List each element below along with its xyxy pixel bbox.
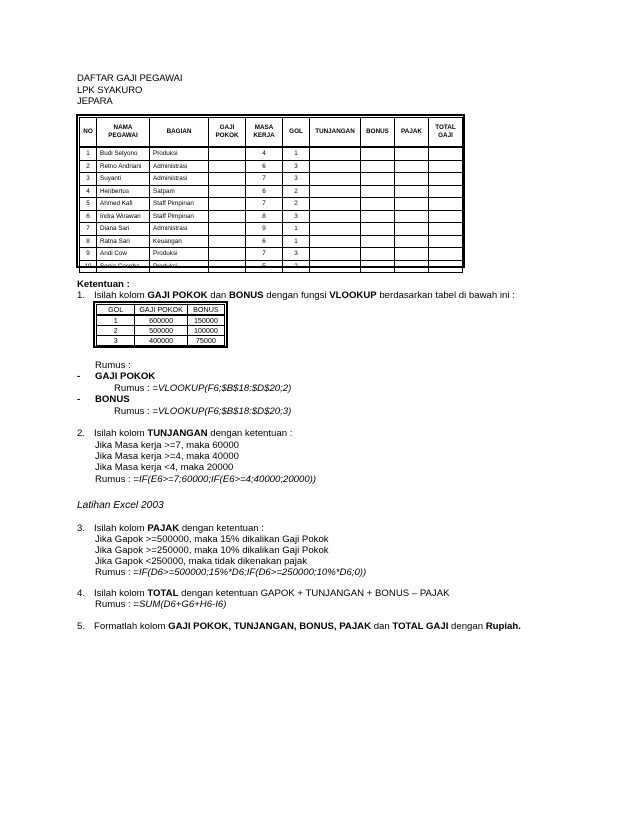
golongan-cell: 1: [283, 223, 310, 236]
bonus-cell: [361, 198, 395, 211]
total-gaji-cell: [429, 198, 463, 211]
gaji-pokok-cell: [209, 248, 246, 261]
department-cell: Staff Pimpinan: [150, 198, 209, 211]
lookup-row: [97, 336, 225, 346]
lookup-cell: 400000: [135, 336, 187, 346]
instruction-4-rumus: [95, 599, 226, 610]
employee-name-cell: Indra Wirawan: [97, 210, 150, 223]
department-cell: Produksi: [150, 248, 209, 261]
lookup-cell: 75000: [187, 336, 224, 346]
instruction-2-line: Jika Masa kerja >=4, maka 40000: [95, 451, 239, 462]
rumus-prefix: Rumus : =: [95, 474, 139, 485]
instruction-text: dan: [371, 621, 393, 632]
row-number-cell: 7: [80, 223, 97, 236]
bonus-rumus: [114, 406, 291, 417]
gaji-pokok-label: GAJI POKOK: [95, 371, 156, 382]
instruction-number: 2.: [77, 428, 86, 439]
bonus-cell: [361, 147, 395, 160]
department-cell: Staff Pimpinan: [150, 210, 209, 223]
bonus-cell: [361, 173, 395, 186]
department-cell: Administrasi: [150, 160, 209, 173]
golongan-cell: 3: [283, 210, 310, 223]
golongan-cell: 2: [283, 260, 310, 273]
pajak-cell: [395, 147, 429, 160]
instruction-text: dengan: [448, 621, 486, 632]
lookup-cell: 150000: [187, 315, 224, 326]
instruction-text: dengan ketentuan :: [179, 523, 264, 534]
keyword: TOTAL GAJI: [392, 621, 449, 632]
employee-salary-table: [76, 114, 465, 268]
bonus-cell: [361, 248, 395, 261]
keyword: VLOOKUP: [329, 290, 377, 301]
table-row: [80, 210, 463, 223]
header-title: DAFTAR GAJI PEGAWAI: [77, 73, 183, 84]
employee-name-cell: Andi Cow: [97, 248, 150, 261]
instruction-2-line: Jika Masa kerja >=7, maka 60000: [95, 440, 239, 451]
total-gaji-cell: [429, 223, 463, 236]
bonus-cell: [361, 260, 395, 273]
column-header: BONUS: [361, 118, 395, 148]
tunjangan-cell: [310, 147, 361, 160]
golongan-cell: 1: [283, 147, 310, 160]
pajak-cell: [395, 210, 429, 223]
gaji-pokok-cell: [209, 185, 246, 198]
golongan-cell: 3: [283, 248, 310, 261]
instruction-number: 1.: [77, 290, 86, 301]
keyword: TOTAL: [147, 588, 179, 599]
department-cell: Administrasi: [150, 173, 209, 186]
rumus-label: Rumus :: [95, 360, 131, 371]
table-row: [80, 173, 463, 186]
lookup-cell: 1: [97, 315, 135, 326]
instruction-3-line: Jika Gapok >=250000, maka 10% dikalikan Gaji Pokok: [95, 545, 329, 556]
instruction-1: [77, 290, 515, 301]
lookup-cell: 500000: [135, 326, 187, 336]
pajak-cell: [395, 248, 429, 261]
masa-kerja-cell: 6: [246, 160, 283, 173]
formula: SUM(D6+G6+H6-I6): [139, 599, 227, 610]
formula: IF(D6>=500000;15%*D6;IF(D6>=250000;10%*D6;0)): [139, 567, 367, 578]
row-number-cell: 3: [80, 173, 97, 186]
latihan-heading: Latihan Excel 2003: [77, 500, 164, 511]
formula: VLOOKUP(F6;$B$18:$D$20;3): [158, 406, 292, 417]
row-number-cell: 5: [80, 198, 97, 211]
bonus-cell: [361, 235, 395, 248]
masa-kerja-cell: 6: [246, 185, 283, 198]
formula: VLOOKUP(F6;$B$18:$D$20;2): [158, 383, 292, 394]
column-header: NAMA PEGAWAI: [97, 118, 150, 148]
table-row: [80, 260, 463, 273]
pajak-cell: [395, 160, 429, 173]
pajak-cell: [395, 198, 429, 211]
tunjangan-cell: [310, 235, 361, 248]
bonus-cell: [361, 210, 395, 223]
pajak-cell: [395, 260, 429, 273]
gaji-pokok-dash: -: [77, 371, 81, 382]
row-number-cell: 10: [80, 260, 97, 273]
employee-name-cell: Sonia Cocoba: [97, 260, 150, 273]
golongan-cell: 2: [283, 198, 310, 211]
column-header: GAJI POKOK: [209, 118, 246, 148]
lookup-column-header: GAJI POKOK: [135, 305, 187, 316]
instruction-number: 3.: [77, 523, 86, 534]
tunjangan-cell: [310, 185, 361, 198]
gaji-pokok-cell: [209, 147, 246, 160]
employee-name-cell: Heribertus: [97, 185, 150, 198]
masa-kerja-cell: 7: [246, 248, 283, 261]
instruction-2-rumus: [95, 474, 316, 485]
masa-kerja-cell: 6: [246, 235, 283, 248]
gaji-pokok-cell: [209, 173, 246, 186]
masa-kerja-cell: 5: [246, 260, 283, 273]
lookup-row: [97, 326, 225, 336]
masa-kerja-cell: 8: [246, 210, 283, 223]
tunjangan-cell: [310, 260, 361, 273]
rumus-prefix: Rumus : =: [95, 599, 139, 610]
golongan-cell: 3: [283, 160, 310, 173]
gaji-pokok-cell: [209, 235, 246, 248]
gaji-pokok-cell: [209, 198, 246, 211]
formula: IF(E6>=7;60000;IF(E6>=4;40000;20000)): [139, 474, 317, 485]
ketentuan-title: Ketentuan :: [77, 279, 130, 290]
gaji-pokok-cell: [209, 260, 246, 273]
lookup-header-row: [97, 305, 225, 316]
employee-name-cell: Budi Setyono: [97, 147, 150, 160]
total-gaji-cell: [429, 147, 463, 160]
instruction-text: dengan ketentuan GAPOK + TUNJANGAN + BONUS – PAJAK: [178, 588, 450, 599]
bonus-cell: [361, 223, 395, 236]
gaji-pokok-cell: [209, 160, 246, 173]
lookup-column-header: BONUS: [187, 305, 224, 316]
instruction-text: Isilah kolom: [94, 523, 148, 534]
pajak-cell: [395, 173, 429, 186]
lookup-column-header: GOL: [97, 305, 135, 316]
golongan-cell: 1: [283, 235, 310, 248]
row-number-cell: 2: [80, 160, 97, 173]
department-cell: Administrasi: [150, 223, 209, 236]
instruction-text: Isilah kolom: [94, 290, 148, 301]
document-header: [77, 73, 182, 108]
instruction-3: [77, 523, 264, 534]
employee-name-cell: Retno Andriani: [97, 160, 150, 173]
pajak-cell: [395, 223, 429, 236]
bonus-cell: [361, 160, 395, 173]
total-gaji-cell: [429, 160, 463, 173]
keyword: Rupiah.: [485, 621, 521, 632]
column-header: MASA KERJA: [246, 118, 283, 148]
lookup-row: [97, 315, 225, 326]
row-number-cell: 8: [80, 235, 97, 248]
instruction-text: Formatlah kolom: [94, 621, 169, 632]
masa-kerja-cell: 7: [246, 198, 283, 211]
instruction-text: dengan fungsi: [263, 290, 330, 301]
keyword: PAJAK: [147, 523, 180, 534]
rumus-prefix: Rumus : =: [114, 406, 158, 417]
instruction-text: dan: [207, 290, 229, 301]
gaji-pokok-cell: [209, 223, 246, 236]
rumus-prefix: Rumus : =: [95, 567, 139, 578]
header-institution: LPK SYAKURO: [77, 84, 143, 96]
column-header: TUNJANGAN: [310, 118, 361, 148]
column-header: NO: [80, 118, 97, 148]
instruction-3-rumus: [95, 567, 366, 578]
keyword: GAJI POKOK, TUNJANGAN, BONUS, PAJAK: [168, 621, 372, 632]
column-header: TOTAL GAJI: [429, 118, 463, 148]
table-row: [80, 198, 463, 211]
total-gaji-cell: [429, 210, 463, 223]
gaji-pokok-cell: [209, 210, 246, 223]
instruction-text: dengan ketentuan :: [207, 428, 293, 439]
pajak-cell: [395, 185, 429, 198]
instruction-text: Isilah kolom: [94, 588, 148, 599]
instruction-number: 5.: [77, 621, 86, 632]
column-header: BAGIAN: [150, 118, 209, 148]
total-gaji-cell: [429, 260, 463, 273]
employee-name-cell: Diana Sari: [97, 223, 150, 236]
instruction-2-line: Jika Masa kerja <4, maka 20000: [95, 462, 234, 473]
pajak-cell: [395, 235, 429, 248]
tunjangan-cell: [310, 160, 361, 173]
department-cell: Keuangan: [150, 235, 209, 248]
tunjangan-cell: [310, 223, 361, 236]
instruction-4: [77, 588, 450, 599]
employee-name-cell: Ahmed Kafi: [97, 198, 150, 211]
instruction-3-line: Jika Gapok >=500000, maka 15% dikalikan Gaji Pokok: [95, 534, 329, 545]
row-number-cell: 4: [80, 185, 97, 198]
row-number-cell: 9: [80, 248, 97, 261]
instruction-2: [77, 428, 292, 439]
instruction-text: Isilah kolom: [94, 428, 148, 439]
table-row: [80, 160, 463, 173]
instruction-text: berdasarkan tabel di bawah ini :: [376, 290, 515, 301]
bonus-cell: [361, 185, 395, 198]
header-city: JEPARA: [77, 96, 113, 107]
lookup-cell: 2: [97, 326, 135, 336]
table-row: [80, 223, 463, 236]
masa-kerja-cell: 9: [246, 223, 283, 236]
masa-kerja-cell: 7: [246, 173, 283, 186]
tunjangan-cell: [310, 198, 361, 211]
keyword: GAJI POKOK: [147, 290, 208, 301]
instruction-3-line: Jika Gapok <250000, maka tidak dikenakan pajak: [95, 556, 307, 567]
bonus-label: BONUS: [95, 394, 130, 405]
keyword: TUNJANGAN: [147, 428, 208, 439]
lookup-cell: 3: [97, 336, 135, 346]
tunjangan-cell: [310, 173, 361, 186]
employee-name-cell: Ratna Sari: [97, 235, 150, 248]
golongan-cell: 3: [283, 173, 310, 186]
instruction-number: 4.: [77, 588, 86, 599]
instruction-5: [77, 621, 521, 632]
department-cell: Produksi: [150, 147, 209, 160]
lookup-cell: 100000: [187, 326, 224, 336]
total-gaji-cell: [429, 248, 463, 261]
rumus-prefix: Rumus : =: [114, 383, 158, 394]
table-row: [80, 235, 463, 248]
total-gaji-cell: [429, 173, 463, 186]
lookup-cell: 600000: [135, 315, 187, 326]
gaji-pokok-rumus: [114, 383, 291, 394]
tunjangan-cell: [310, 210, 361, 223]
row-number-cell: 1: [80, 147, 97, 160]
total-gaji-cell: [429, 235, 463, 248]
keyword: BONUS: [228, 290, 264, 301]
bonus-dash: -: [77, 394, 81, 405]
department-cell: Produksi: [150, 260, 209, 273]
employee-name-cell: Suyanti: [97, 173, 150, 186]
table-row: [80, 185, 463, 198]
column-header: PAJAK: [395, 118, 429, 148]
row-number-cell: 6: [80, 210, 97, 223]
column-header: GOL: [283, 118, 310, 148]
tunjangan-cell: [310, 248, 361, 261]
masa-kerja-cell: 4: [246, 147, 283, 160]
lookup-table: [93, 301, 228, 348]
total-gaji-cell: [429, 185, 463, 198]
table-header-row: [80, 118, 463, 148]
table-row: [80, 248, 463, 261]
golongan-cell: 2: [283, 185, 310, 198]
department-cell: Satpam: [150, 185, 209, 198]
table-row: [80, 147, 463, 160]
